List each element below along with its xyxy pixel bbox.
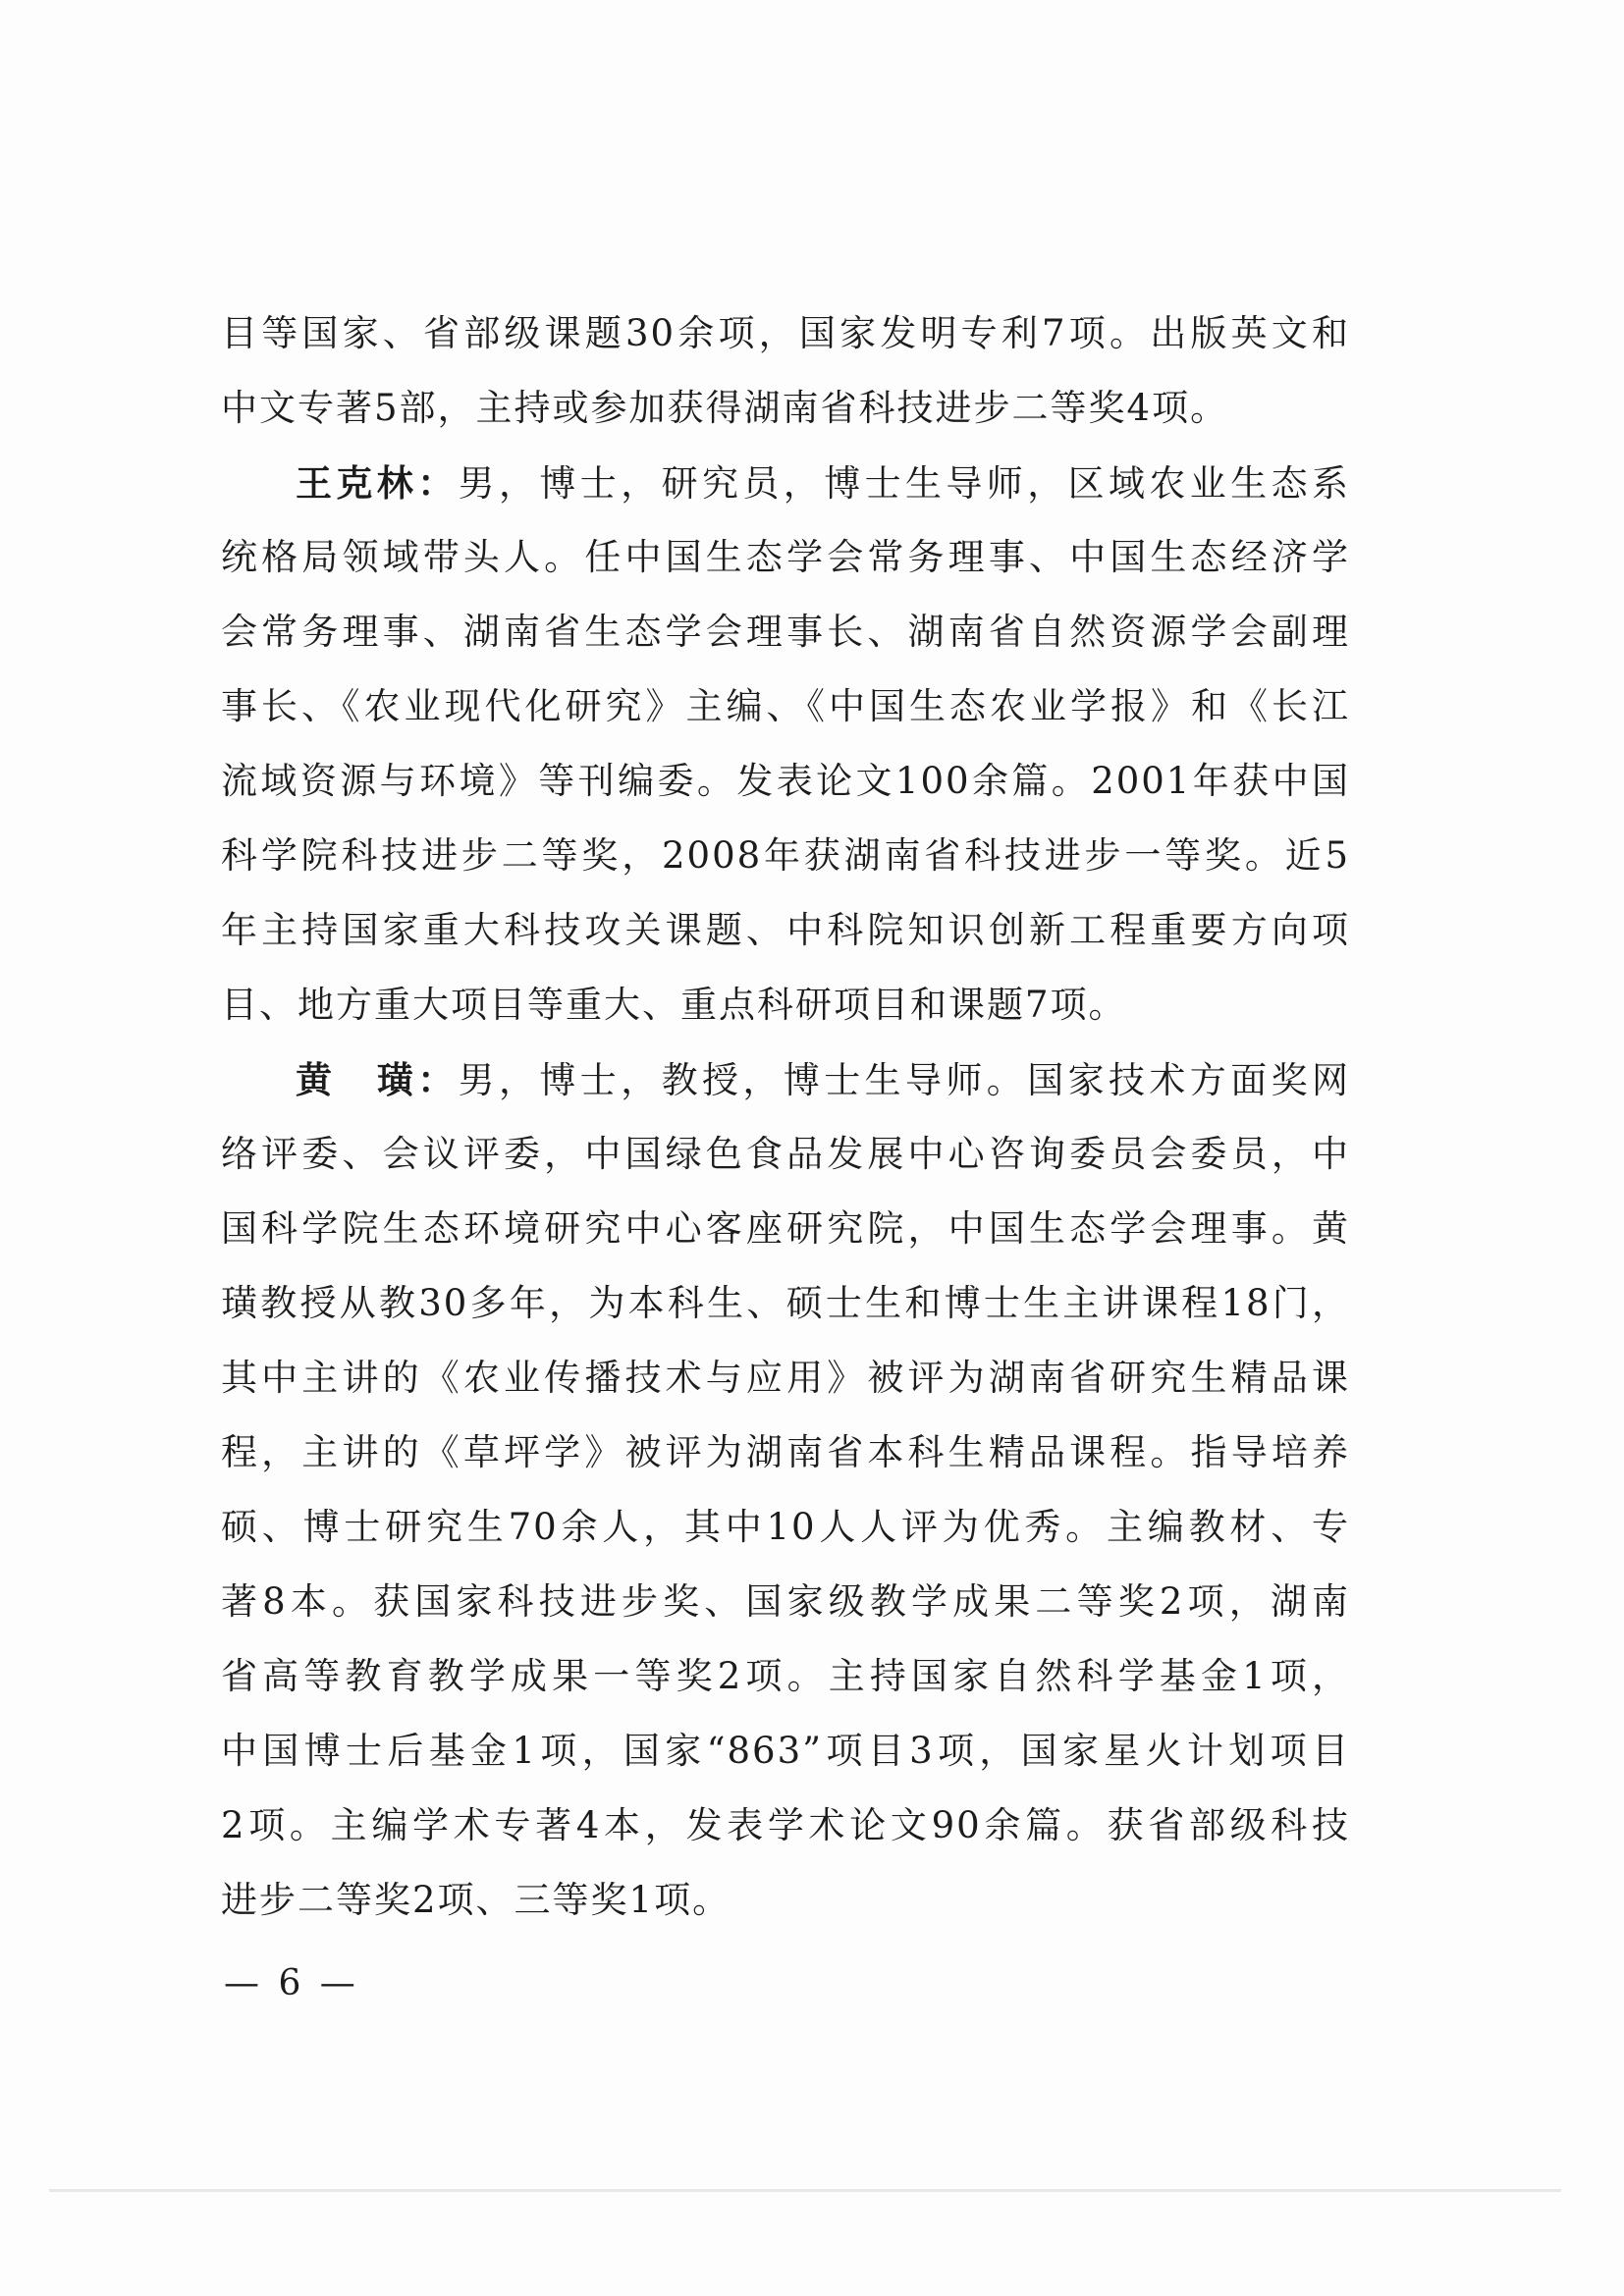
paragraph-2-line-3: 会常务理事、湖南省生态学会理事长、湖南省自然资源学会副理 (221, 611, 1350, 653)
paragraph-2-line-1-text: 男，博士，研究员，博士生导师，区域农业生态系 (458, 462, 1351, 505)
paragraph-2-line-5: 流域资源与环境》等刊编委。发表论文100余篇。2001年获中国 (221, 760, 1350, 802)
scan-bottom-edge (49, 2189, 1561, 2192)
paragraph-3-line-1 (221, 1041, 1350, 1119)
paragraph-3-line-10: 中国博士后基金1项，国家“863”项目3项，国家星火计划项目 (221, 1730, 1350, 1772)
paragraph-2-line-4: 事长、《农业现代化研究》主编、《中国生态农业学报》和《长江 (221, 685, 1350, 727)
paragraph-3-line-12: 进步二等奖2项、三等奖1项。 (221, 1879, 731, 1921)
paragraph-3-line-2: 络评委、会议评委，中国绿色食品发展中心咨询委员会委员，中 (221, 1133, 1350, 1175)
paragraph-3-line-7: 硕、博士研究生70余人，其中10人人评为优秀。主编教材、专 (221, 1506, 1350, 1548)
paragraph-3-line-4: 璜教授从教30多年，为本科生、硕士生和博士生主讲课程18门， (221, 1282, 1350, 1324)
paragraph-3-line-11: 2项。主编学术专著4本，发表学术论文90余篇。获省部级科技 (221, 1804, 1350, 1846)
paragraph-2-line-8: 目、地方重大项目等重大、重点科研项目和课题7项。 (221, 984, 1127, 1026)
paragraph-2-line-1 (221, 444, 1350, 522)
paragraph-3-line-8: 著8本。获国家科技进步奖、国家级教学成果二等奖2项，湖南 (221, 1580, 1350, 1623)
paragraph-3-line-9: 省高等教育教学成果一等奖2项。主持国家自然科学基金1项， (221, 1655, 1350, 1697)
paragraph-1-line-1: 目等国家、省部级课题30余项，国家发明专利7项。出版英文和 (221, 312, 1350, 354)
paragraph-3-line-6: 程，主讲的《草坪学》被评为湖南省本科生精品课程。指导培养 (221, 1431, 1350, 1473)
paragraph-2-line-2: 统格局领域带头人。任中国生态学会常务理事、中国生态经济学 (221, 536, 1350, 578)
paragraph-3-line-5: 其中主讲的《农业传播技术与应用》被评为湖南省研究生精品课 (221, 1357, 1350, 1399)
person-name-huang-huang: 黄 璜： (296, 1058, 459, 1101)
paragraph-2-line-7: 年主持国家重大科技攻关课题、中科院知识创新工程重要方向项 (221, 909, 1350, 951)
person-name-wang-kelin: 王克林： (296, 461, 459, 505)
paragraph-3-line-1-text: 男，博士，教授，博士生导师。国家技术方面奖网 (458, 1059, 1351, 1101)
paragraph-2-line-6: 科学院科技进步二等奖，2008年获湖南省科技进步一等奖。近5 (221, 834, 1350, 877)
paragraph-1-line-2: 中文专著5部，主持或参加获得湖南省科技进步二等奖4项。 (221, 387, 1229, 429)
page-number: — 6 — (224, 1963, 359, 2003)
paragraph-3-line-3: 国科学院生态环境研究中心客座研究院，中国生态学会理事。黄 (221, 1207, 1350, 1250)
